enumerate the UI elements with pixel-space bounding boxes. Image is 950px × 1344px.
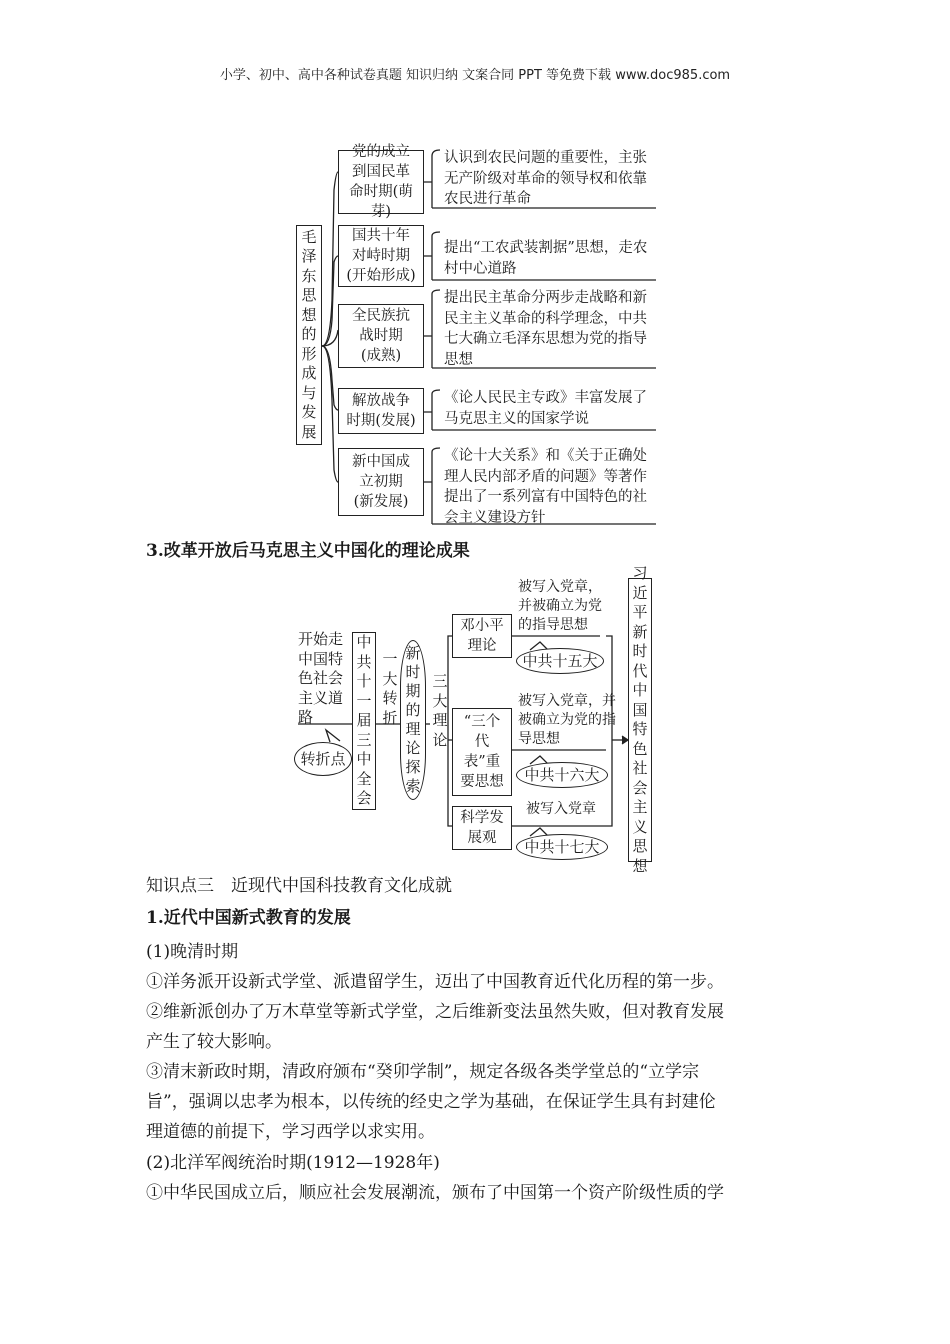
- theory-box-1: [452, 614, 512, 658]
- congress-oval-1: [516, 648, 604, 674]
- start-text: 开始走中国特色社会主义道路: [298, 630, 344, 726]
- turning-point-bubble: [294, 742, 352, 776]
- congress-label: 中共十七大: [524, 837, 600, 856]
- congress-label: 中共十五大: [522, 651, 598, 670]
- para-line: ①中华民国成立后，顺应社会发展潮流，颁布了中国第一个资产阶级性质的学: [146, 1183, 724, 1203]
- turning-point-label: 转折点: [300, 749, 346, 768]
- stage-label: 新中国成立初期(新发展): [352, 454, 410, 510]
- congress-oval-2: [516, 762, 608, 788]
- stage-desc-5: 《论十大关系》和《关于正确处理人民内部矛盾的问题》等著作提出了一系列富有中国特色的社会主义建设方针: [444, 448, 647, 526]
- stage-desc-1: 认识到农民问题的重要性，主张无产阶级对革命的领导权和依靠农民进行革命: [444, 150, 647, 207]
- para-line: 理道德的前提下，学习西学以求实用。: [146, 1122, 435, 1142]
- theory-box-2: [452, 708, 512, 796]
- theory-name: 邓小平理论: [460, 618, 504, 654]
- para-line: ①洋务派开设新式学堂、派遣留学生，迈出了中国教育近代化历程的第一步。: [146, 972, 724, 992]
- final-label: 习近平新时代中国特色社会主义思想: [632, 564, 648, 875]
- para-line: 旨”，强调以忠孝为根本，以传统的经史之学为基础，在保证学生具有封建伦: [146, 1092, 716, 1112]
- stage-label: 国共十年对峙时期(开始形成): [346, 228, 416, 284]
- stage-desc-4: 《论人民民主专政》丰富发展了马克思主义的国家学说: [444, 390, 647, 427]
- section3-title: 3.改革开放后马克思主义中国化的理论成果: [146, 541, 470, 561]
- stage-label: 全民族抗战时期(成熟): [352, 308, 410, 364]
- para-line: ③清末新政时期，清政府颁布“癸卯学制”，规定各级各类学堂总的“立学宗: [146, 1062, 700, 1082]
- congress-label: 中共十六大: [524, 765, 600, 784]
- theory-note-1: 被写入党章，并被确立为党的指导思想: [518, 579, 602, 633]
- section1-title: 1.近代中国新式教育的发展: [146, 908, 351, 928]
- stage-label: 解放战争时期(发展): [346, 393, 416, 429]
- exploration-oval: [400, 640, 426, 800]
- major-shift-label: 一大转折: [382, 650, 398, 727]
- stage-label: 党的成立到国民革命时期(萌芽): [349, 144, 413, 220]
- exploration-label: 新时期的理论探索: [405, 644, 421, 795]
- stage-desc-3: 提出民主革命分两步走战略和新民主主义革命的科学理念，中共七大确立毛泽东思想为党的指导思想: [444, 290, 647, 368]
- theory-box-3: [452, 806, 512, 850]
- three-theories-label: 三大理论: [432, 672, 448, 749]
- knowledge-point-heading: 知识点三 近现代中国科技教育文化成就: [146, 876, 452, 896]
- para-late-qing: (1)晚清时期: [146, 942, 239, 962]
- para-line: 产生了较大影响。: [146, 1032, 282, 1052]
- major-shift: [380, 650, 400, 728]
- theory-note-3: 被写入党章: [526, 801, 596, 817]
- theory-name: 科学发展观: [460, 810, 504, 846]
- congress-oval-3: [516, 834, 608, 860]
- stage-desc-2: 提出“工农武装割据”思想，走农村中心道路: [444, 240, 648, 277]
- final-box: [628, 564, 652, 875]
- page-header: 小学、初中、高中各种试卷真题 知识归纳 文案合同 PPT 等免费下载 www.doc985.com: [219, 68, 731, 83]
- para-beiyang: (2)北洋军阀统治时期(1912—1928年): [146, 1153, 440, 1173]
- theory-name: “三个代表”重要思想: [460, 714, 504, 790]
- three-theories: [430, 672, 450, 750]
- root-label: 毛泽东思想的形成与发展: [301, 227, 317, 441]
- plenum-label: 中共十一届三中全会: [356, 633, 372, 808]
- theory-note-2: 被写入党章，并被确立为党的指导思想: [518, 693, 616, 747]
- plenum-box: [352, 632, 376, 810]
- para-line: ②维新派创办了万木草堂等新式学堂，之后维新变法虽然失败，但对教育发展: [146, 1002, 724, 1022]
